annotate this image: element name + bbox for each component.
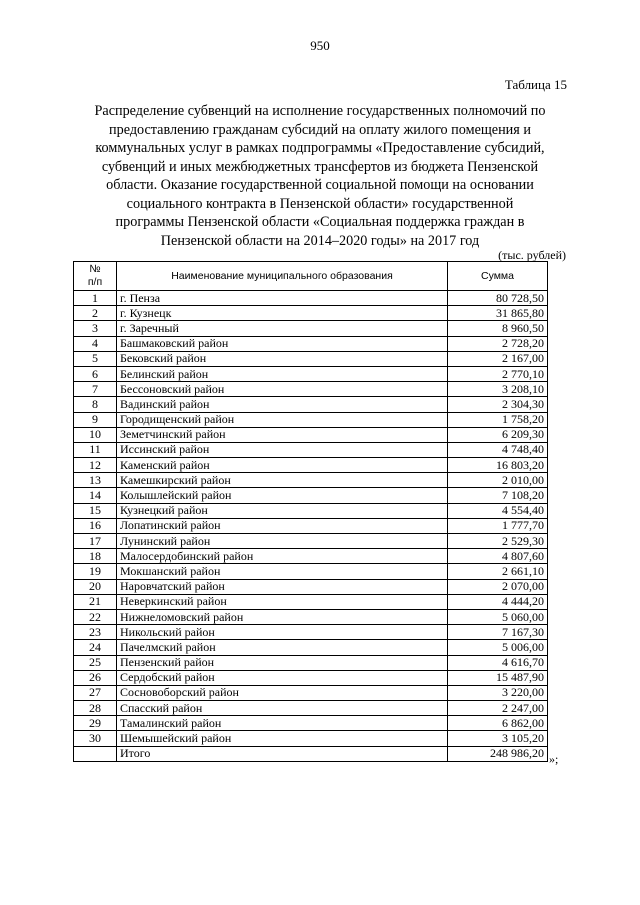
row-name: Неверкинский район <box>117 594 448 609</box>
row-sum: 5 006,00 <box>448 640 548 655</box>
row-sum: 2 728,20 <box>448 336 548 351</box>
row-name: Шемышейский район <box>117 731 448 746</box>
row-sum: 3 208,10 <box>448 382 548 397</box>
row-sum: 2 247,00 <box>448 701 548 716</box>
table-row <box>74 397 548 412</box>
row-sum: 3 105,20 <box>448 731 548 746</box>
table-row <box>74 625 548 640</box>
row-sum: 16 803,20 <box>448 458 548 473</box>
row-number: 4 <box>74 336 117 351</box>
table-row <box>74 685 548 700</box>
row-number: 8 <box>74 397 117 412</box>
row-name: Сосновоборский район <box>117 685 448 700</box>
row-name: Никольский район <box>117 625 448 640</box>
row-sum: 4 748,40 <box>448 442 548 457</box>
table-row <box>74 655 548 670</box>
page-number: 950 <box>310 38 330 53</box>
units-note: (тыс. рублей) <box>498 248 566 262</box>
row-number: 14 <box>74 488 117 503</box>
row-number: 22 <box>74 609 117 624</box>
row-number: 1 <box>74 291 117 306</box>
document-title <box>60 102 580 250</box>
table-row <box>74 670 548 685</box>
table-row <box>74 488 548 503</box>
row-name: г. Кузнецк <box>117 306 448 321</box>
row-number: 3 <box>74 321 117 336</box>
table-row <box>74 442 548 457</box>
row-name: Колышлейский район <box>117 488 448 503</box>
row-sum: 4 444,20 <box>448 594 548 609</box>
table-row <box>74 366 548 381</box>
row-sum: 7 167,30 <box>448 625 548 640</box>
row-name: Сердобский район <box>117 670 448 685</box>
row-number: 6 <box>74 366 117 381</box>
row-number: 26 <box>74 670 117 685</box>
row-sum: 3 220,00 <box>448 685 548 700</box>
row-number: 15 <box>74 503 117 518</box>
row-name: Вадинский район <box>117 397 448 412</box>
table-row <box>74 549 548 564</box>
table-body <box>74 291 548 762</box>
row-number <box>74 746 117 761</box>
row-name: Мокшанский район <box>117 564 448 579</box>
table-label: Таблица 15 <box>504 77 567 92</box>
row-name: Камешкирский район <box>117 473 448 488</box>
title-line: коммунальных услуг в рамках подпрограммы «Предоставление субсидий, <box>95 140 545 156</box>
row-number: 28 <box>74 701 117 716</box>
row-number: 27 <box>74 685 117 700</box>
row-number: 5 <box>74 351 117 366</box>
row-number: 19 <box>74 564 117 579</box>
table-row <box>74 458 548 473</box>
row-sum: 2 304,30 <box>448 397 548 412</box>
row-number: 25 <box>74 655 117 670</box>
row-number: 18 <box>74 549 117 564</box>
row-sum: 4 807,60 <box>448 549 548 564</box>
header-sum: Сумма <box>448 262 548 291</box>
title-line: Распределение субвенций на исполнение государственных полномочий по <box>94 103 546 119</box>
row-sum: 6 862,00 <box>448 716 548 731</box>
table-row <box>74 503 548 518</box>
header-number-line1: № <box>89 263 101 275</box>
row-name: Кузнецкий район <box>117 503 448 518</box>
table-row <box>74 321 548 336</box>
row-sum: 1 777,70 <box>448 518 548 533</box>
row-sum: 1 758,20 <box>448 412 548 427</box>
row-name: Итого <box>117 746 448 761</box>
row-sum: 2 010,00 <box>448 473 548 488</box>
row-number: 20 <box>74 579 117 594</box>
row-name: г. Пенза <box>117 291 448 306</box>
table-row <box>74 594 548 609</box>
table-row <box>74 518 548 533</box>
row-name: Бессоновский район <box>117 382 448 397</box>
row-name: Пачелмский район <box>117 640 448 655</box>
row-sum: 5 060,00 <box>448 609 548 624</box>
row-number: 23 <box>74 625 117 640</box>
table-row <box>74 716 548 731</box>
title-line: Пензенской области на 2014–2020 годы» на 2017 год <box>160 232 480 249</box>
header-number-line2: п/п <box>87 276 103 288</box>
table-row <box>74 473 548 488</box>
header-name: Наименование муниципального образования <box>117 262 448 291</box>
row-sum: 6 209,30 <box>448 427 548 442</box>
table-row <box>74 731 548 746</box>
row-name: Башмаковский район <box>117 336 448 351</box>
table-row <box>74 609 548 624</box>
row-sum: 2 770,10 <box>448 366 548 381</box>
table-row <box>74 640 548 655</box>
row-number: 30 <box>74 731 117 746</box>
row-name: Бековский район <box>117 351 448 366</box>
row-number: 7 <box>74 382 117 397</box>
table-row <box>74 291 548 306</box>
row-number: 13 <box>74 473 117 488</box>
row-number: 17 <box>74 534 117 549</box>
row-name: Иссинский район <box>117 442 448 457</box>
row-name: Городищенский район <box>117 412 448 427</box>
row-name: Тамалинский район <box>117 716 448 731</box>
table-header-row <box>74 262 548 291</box>
title-line: социального контракта в Пензенской области» государственной <box>126 195 514 212</box>
title-line: субвенций и иных межбюджетных трансфертов из бюджета Пензенской <box>101 158 539 175</box>
row-name: Малосердобинский район <box>117 549 448 564</box>
row-number: 29 <box>74 716 117 731</box>
row-name: г. Заречный <box>117 321 448 336</box>
title-line: программы Пензенской области «Социальная поддержка граждан в <box>115 214 525 230</box>
row-sum: 2 661,10 <box>448 564 548 579</box>
row-name: Лопатинский район <box>117 518 448 533</box>
table-row <box>74 564 548 579</box>
table-row <box>74 306 548 321</box>
table-row <box>74 579 548 594</box>
row-name: Спасский район <box>117 701 448 716</box>
row-sum: 2 167,00 <box>448 351 548 366</box>
row-sum: 8 960,50 <box>448 321 548 336</box>
total-row <box>74 746 548 761</box>
subvention-table <box>73 261 548 762</box>
title-line: области. Оказание государственной социальной помощи на основании <box>106 177 534 193</box>
row-sum: 4 554,40 <box>448 503 548 518</box>
table-row <box>74 427 548 442</box>
table-row <box>74 351 548 366</box>
row-number: 21 <box>74 594 117 609</box>
row-name: Белинский район <box>117 366 448 381</box>
row-name: Лунинский район <box>117 534 448 549</box>
table-row <box>74 412 548 427</box>
row-sum: 15 487,90 <box>448 670 548 685</box>
row-sum: 2 070,00 <box>448 579 548 594</box>
closing-mark: »; <box>549 752 559 766</box>
row-number: 2 <box>74 306 117 321</box>
row-sum: 7 108,20 <box>448 488 548 503</box>
table-row <box>74 534 548 549</box>
row-number: 11 <box>74 442 117 457</box>
table-row <box>74 336 548 351</box>
row-number: 24 <box>74 640 117 655</box>
title-line: предоставлению гражданам субсидий на оплату жилого помещения и <box>109 121 531 138</box>
row-number: 16 <box>74 518 117 533</box>
row-name: Земетчинский район <box>117 427 448 442</box>
table-row <box>74 382 548 397</box>
row-sum: 80 728,50 <box>448 291 548 306</box>
row-sum: 2 529,30 <box>448 534 548 549</box>
row-sum: 248 986,20 <box>448 746 548 761</box>
row-name: Наровчатский район <box>117 579 448 594</box>
row-name: Каменский район <box>117 458 448 473</box>
row-name: Пензенский район <box>117 655 448 670</box>
row-sum: 31 865,80 <box>448 306 548 321</box>
row-name: Нижнеломовский район <box>117 609 448 624</box>
row-number: 9 <box>74 412 117 427</box>
row-sum: 4 616,70 <box>448 655 548 670</box>
header-number <box>74 262 117 291</box>
row-number: 12 <box>74 458 117 473</box>
table-row <box>74 701 548 716</box>
row-number: 10 <box>74 427 117 442</box>
